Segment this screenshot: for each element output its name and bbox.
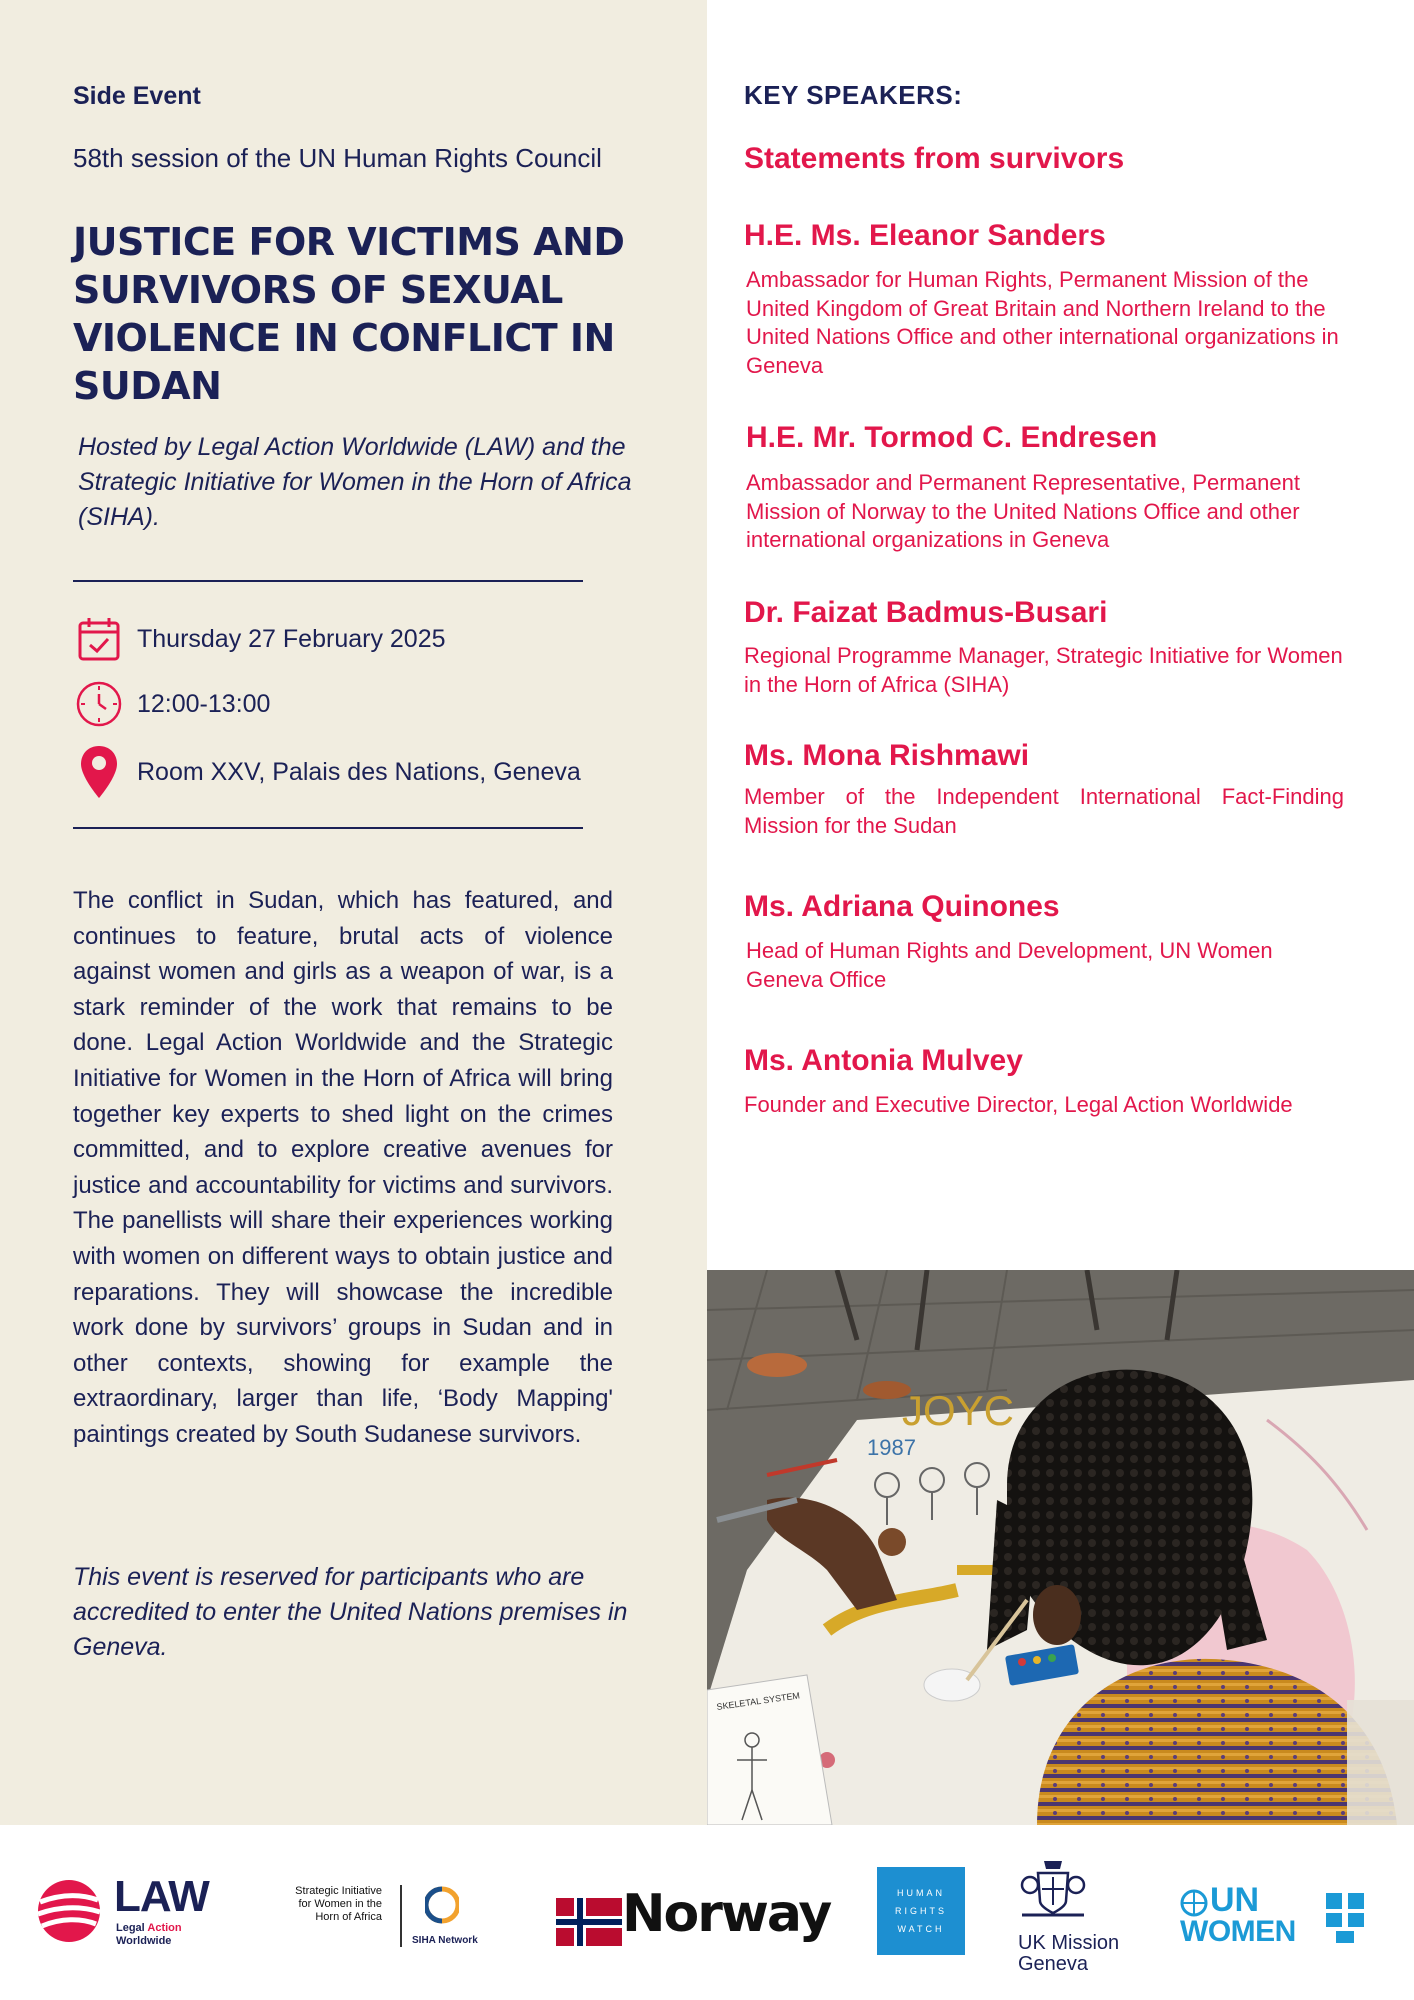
speaker-name: Dr. Faizat Badmus-Busari [744,596,1108,629]
un-women-symbol-icon [1324,1891,1366,1945]
un-emblem-icon [1180,1889,1208,1917]
event-time: 12:00-13:00 [137,689,271,718]
siha-line-2: for Women in the [298,1898,382,1910]
key-speakers-heading: KEY SPEAKERS: [744,80,963,110]
session-label: 58th session of the UN Human Rights Council [73,143,602,173]
un-women-logo [1180,1881,1370,1951]
hrw-logo [877,1867,965,1955]
siha-logo [272,1885,492,1955]
law-sub-action: Action [147,1922,182,1934]
law-sub-legal: Legal [116,1922,145,1934]
speaker-name: H.E. Mr. Tormod C. Endresen [746,421,1158,454]
painting-year: 1987 [867,1435,916,1460]
speaker-role: Regional Programme Manager, Strategic Initiative for Women in the Horn of Africa (SIHA) [744,643,1343,697]
hrw-line-1: HUMAN [897,1888,945,1898]
speaker-role: Ambassador and Permanent Representative, Permanent Mission of Norway to the United Nations Office and other international organizations in Geneva [746,470,1300,552]
event-description: The conflict in Sudan, which has featured, and continues to feature, brutal acts of violence against women and girls as a weapon of war, is a stark reminder of the work that remains to be done. Legal Action Worldwide and the Strategic Initiative for Women in the Horn of Africa will bring together key experts to shed light on the crimes committed, and to explore creative avenues for justice and accountability for victims and survivors. The panellists will share their experiences working with women on different ways to obtain justice and reparations. They will showcase the incredible work done by survivors’ groups in Sudan and in other contexts, showing for example the extraordinary, larger than life, ‘Body Mapping' paintings created by South Sudanese survivors. [73,887,613,1448]
un-women-un: UN [1210,1881,1260,1919]
accreditation-note: This event is reserved for participants who are accredited to enter the United Nations premises in Geneva. [73,1563,628,1661]
divider-bottom [73,827,583,829]
royal-coat-of-arms-icon [1016,1855,1090,1921]
law-subtitle-1 [116,1922,182,1934]
law-subtitle-2: Worldwide [116,1935,172,1947]
uk-mission-line-2: Geneva [1018,1953,1089,1975]
uk-mission-line-1: UK Mission [1018,1932,1120,1954]
speaker-role: Founder and Executive Director, Legal Action Worldwide [744,1092,1293,1117]
body-mapping-photo [707,1270,1414,1825]
location-pin-icon [73,746,125,798]
side-event-label: Side Event [73,82,201,110]
siha-network: SIHA Network [412,1935,478,1946]
speaker-name: Ms. Adriana Quinones [744,890,1060,923]
hrw-line-3: WATCH [897,1924,945,1934]
siha-line-3: Horn of Africa [315,1911,382,1923]
calendar-icon [73,613,125,665]
worksheet-title: SKELETAL SYSTEM [715,1690,801,1712]
law-wordmark: LAW [114,1872,209,1921]
event-location: Room XXV, Palais des Nations, Geneva [137,757,581,786]
hrw-line-2: RIGHTS [894,1906,947,1916]
speaker-role: Member of the Independent International Fact-Finding Mission for the Sudan [744,784,1344,838]
speaker-role: Ambassador for Human Rights, Permanent Mission of the United Kingdom of Great Britain and Northern Ireland to the United Nations Office and other international organizations in Geneva [746,267,1339,378]
un-women-women: WOMEN [1180,1915,1296,1948]
uk-mission-logo [1010,1855,1130,1995]
partner-logos [0,1825,1414,2000]
detail-date [73,614,446,664]
painting-name: JOYC [902,1387,1015,1434]
siha-divider [400,1885,402,1947]
law-globe-icon [36,1878,102,1944]
divider-top [73,580,583,582]
detail-location [73,747,581,797]
speaker-name: Ms. Mona Rishmawi [744,739,1030,772]
speaker-name: Ms. Antonia Mulvey [744,1044,1023,1077]
hosted-by: Hosted by Legal Action Worldwide (LAW) and the Strategic Initiative for Women in the Horn of Africa (SIHA). [78,433,632,531]
siha-emblem-icon [425,1885,459,1925]
law-logo [36,1872,216,1958]
norway-wordmark: Norway [622,1884,831,1944]
norway-flag-icon [554,1898,624,1946]
detail-time [73,679,270,729]
event-title: JUSTICE FOR VICTIMS AND SURVIVORS OF SEXUAL VIOLENCE IN CONFLICT IN SUDAN [73,220,625,408]
event-date: Thursday 27 February 2025 [137,624,446,653]
norway-logo [554,1884,834,1950]
speaker-name: H.E. Ms. Eleanor Sanders [744,219,1106,252]
siha-line-1: Strategic Initiative [295,1885,382,1897]
statements-from-survivors: Statements from survivors [744,142,1125,175]
clock-icon [73,678,125,730]
speaker-role: Head of Human Rights and Development, UN Women Geneva Office [746,938,1273,992]
